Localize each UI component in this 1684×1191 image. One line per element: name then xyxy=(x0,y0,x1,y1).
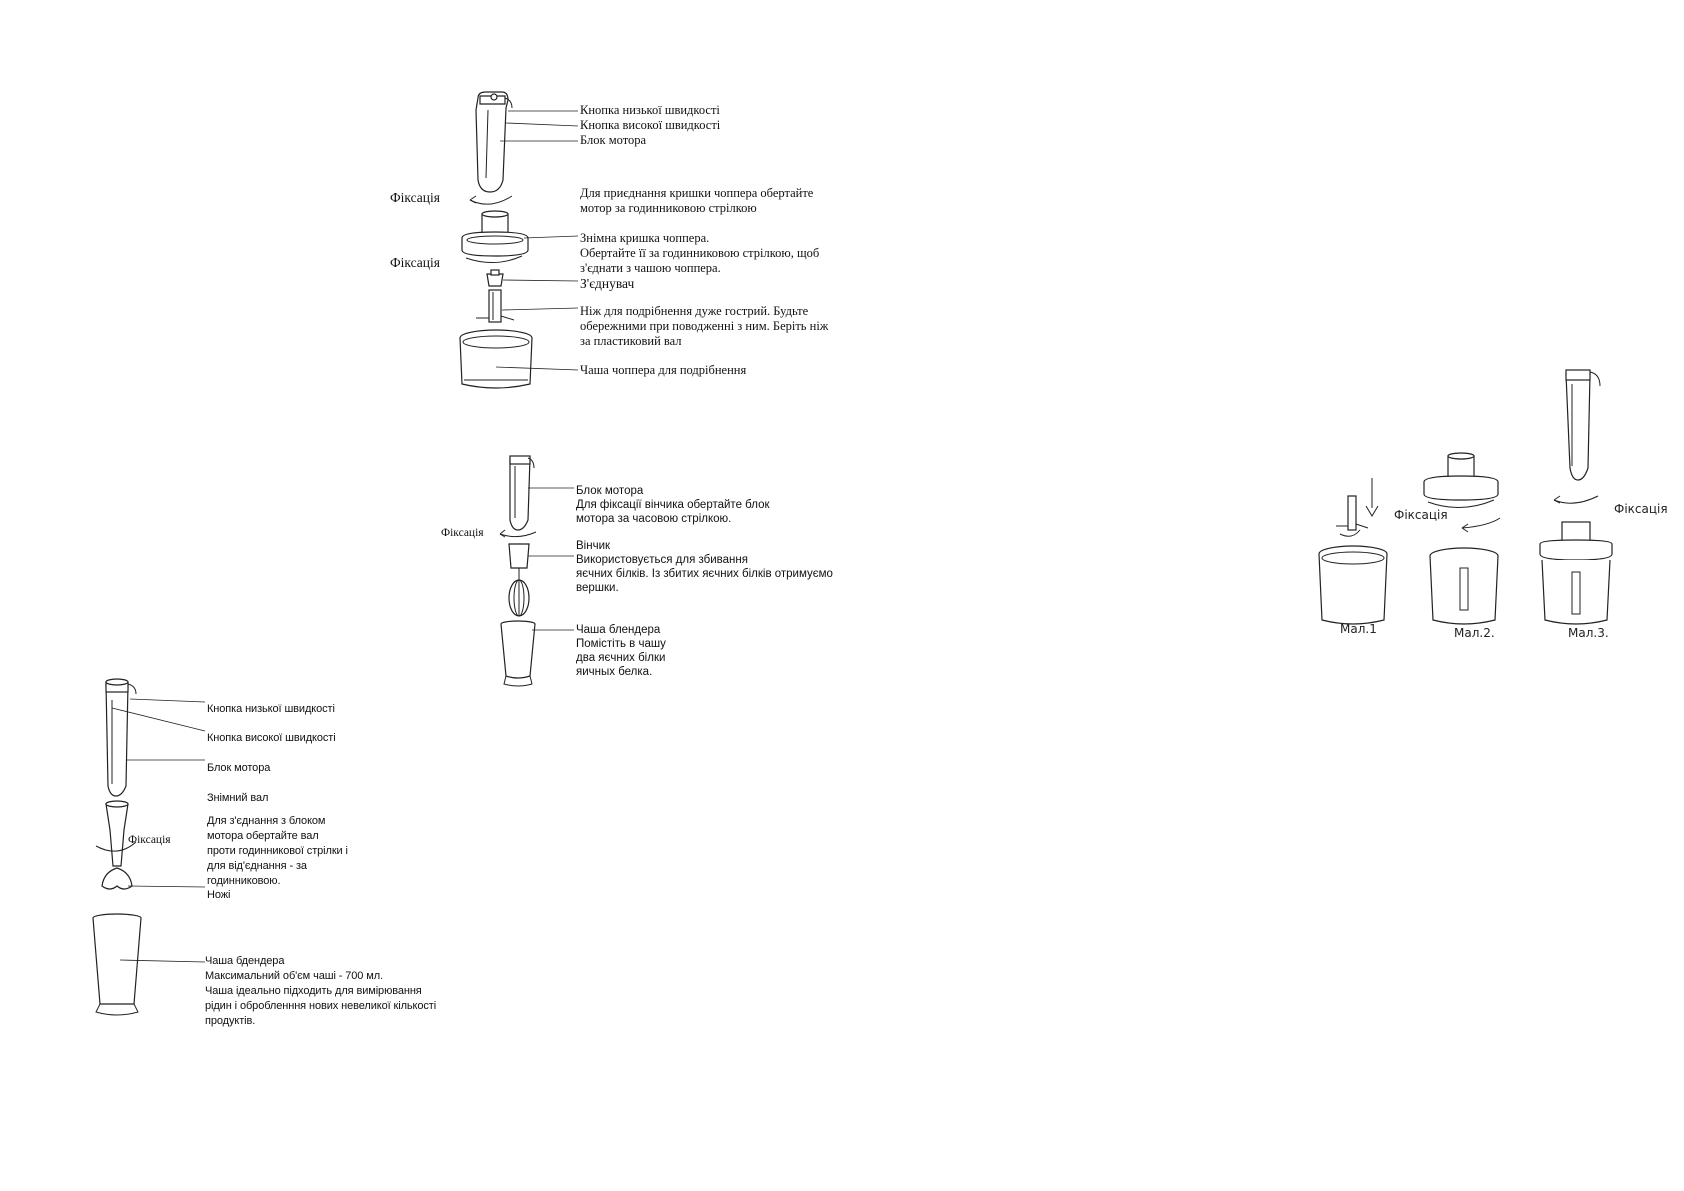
blade-drawing xyxy=(476,290,514,322)
chopper-blade-note-2: обережними при поводженні з ним. Беріть ніж xyxy=(580,319,829,333)
whisk-motor-drawing xyxy=(510,456,534,530)
fig2-caption: Мал.2. xyxy=(1454,626,1495,640)
chopper-motor-drawing xyxy=(476,92,512,192)
chopper-lid-label-1: Знімна кришка чоппера. xyxy=(580,231,710,245)
whisk-beaker-note-2: два яєчних білки xyxy=(576,652,666,664)
fig2-drawing xyxy=(1424,453,1500,624)
chopper-attach-note-2: мотор за годинниковою стрілкою xyxy=(580,201,757,215)
whisk-motor-note-2: мотора за часовою стрілкою. xyxy=(576,513,732,525)
fig-fix-label-left: Фіксація xyxy=(1394,508,1448,522)
blender-beaker-note-1: Максимальний об'єм чаші - 700 мл. xyxy=(205,970,384,982)
whisk-beaker-note-3: яичных белка. xyxy=(576,666,653,678)
fig1-drawing xyxy=(1319,478,1387,624)
whisk-note-2: яєчних білків. Із збитих яєчних білків отримуємо xyxy=(576,568,833,580)
blender-shaft-note-4: для від'єднання - за xyxy=(207,860,307,872)
blender-beaker-note-4: продуктів. xyxy=(205,1015,256,1027)
fig3-drawing xyxy=(1540,370,1612,624)
blender-beaker-drawing xyxy=(93,914,141,1015)
blender-motor-drawing xyxy=(106,679,136,796)
chopper-high-speed-label: Кнопка високої швидкості xyxy=(580,118,721,132)
fig1-caption: Мал.1 xyxy=(1340,622,1377,636)
blender-shaft-note-5: годинниковою. xyxy=(207,875,281,887)
blender-beaker-note-2: Чаша ідеально підходить для вимірювання xyxy=(205,985,422,997)
rotate-arrow-icon xyxy=(500,532,536,537)
chopper-motor-label: Блок мотора xyxy=(580,133,647,147)
chopper-fix-label-2: Фіксація xyxy=(390,255,440,270)
chopper-lid-drawing xyxy=(462,211,528,263)
fig3-caption: Мал.3. xyxy=(1568,626,1609,640)
chopper-connector-label: З'єднувач xyxy=(580,276,635,291)
connector-drawing xyxy=(487,270,503,286)
rotate-arrow-icon xyxy=(1462,518,1500,528)
whisk-beaker-drawing xyxy=(501,621,535,686)
chopper-bowl-label: Чаша чоппера для подрібнення xyxy=(580,363,747,377)
blender-beaker-note-3: рідин і обробленння нових невеликої кількості xyxy=(205,1000,437,1012)
blender-shaft-note-1: Для з'єднання з блоком xyxy=(207,815,326,827)
whisk-motor-title: Блок мотора xyxy=(576,485,644,497)
chopper-lid-label-3: з'єднати з чашою чоппера. xyxy=(580,261,721,275)
blender-blades-label: Ножі xyxy=(207,889,231,901)
chopper-low-speed-label: Кнопка низької швидкості xyxy=(580,103,720,117)
blender-high-speed-label: Кнопка високої швидкості xyxy=(207,732,336,744)
down-arrow-icon xyxy=(1366,478,1378,516)
chopper-blade-note-1: Ніж для подрібнення дуже гострий. Будьте xyxy=(580,304,809,318)
whisk-fix-label: Фіксація xyxy=(441,527,484,539)
fig-fix-label-right: Фіксація xyxy=(1614,502,1668,516)
chopper-attach-note-1: Для приєднання кришки чоппера обертайте xyxy=(580,186,814,200)
whisk-drawing xyxy=(509,544,529,616)
rotate-arrow-icon xyxy=(470,196,512,204)
chopper-fix-label-1: Фіксація xyxy=(390,190,440,205)
whisk-title: Вінчик xyxy=(576,540,611,552)
whisk-beaker-note-1: Помістіть в чашу xyxy=(576,638,666,650)
whisk-motor-note-1: Для фіксації вінчика обертайте блок xyxy=(576,499,770,511)
blender-shaft-label: Знімний вал xyxy=(207,792,269,804)
blender-fix-label: Фіксація xyxy=(128,834,171,846)
chopper-lid-label-2: Обертайте її за годинниковою стрілкою, щоб xyxy=(580,246,820,260)
blender-motor-label: Блок мотора xyxy=(207,762,271,774)
blender-shaft-note-2: мотора обертайте вал xyxy=(207,830,319,842)
blender-beaker-title: Чаша бдендера xyxy=(205,955,285,967)
whisk-note-1: Використовується для збивання xyxy=(576,554,748,566)
blender-low-speed-label: Кнопка низької швидкості xyxy=(207,703,335,715)
chopper-blade-note-3: за пластиковий вал xyxy=(580,334,682,348)
blender-shaft-note-3: проти годинникової стрілки і xyxy=(207,845,348,857)
chopper-bowl-drawing xyxy=(460,330,532,388)
whisk-beaker-title: Чаша блендера xyxy=(576,624,661,636)
whisk-note-3: вершки. xyxy=(576,582,619,594)
rotate-arrow-icon xyxy=(1554,496,1598,503)
